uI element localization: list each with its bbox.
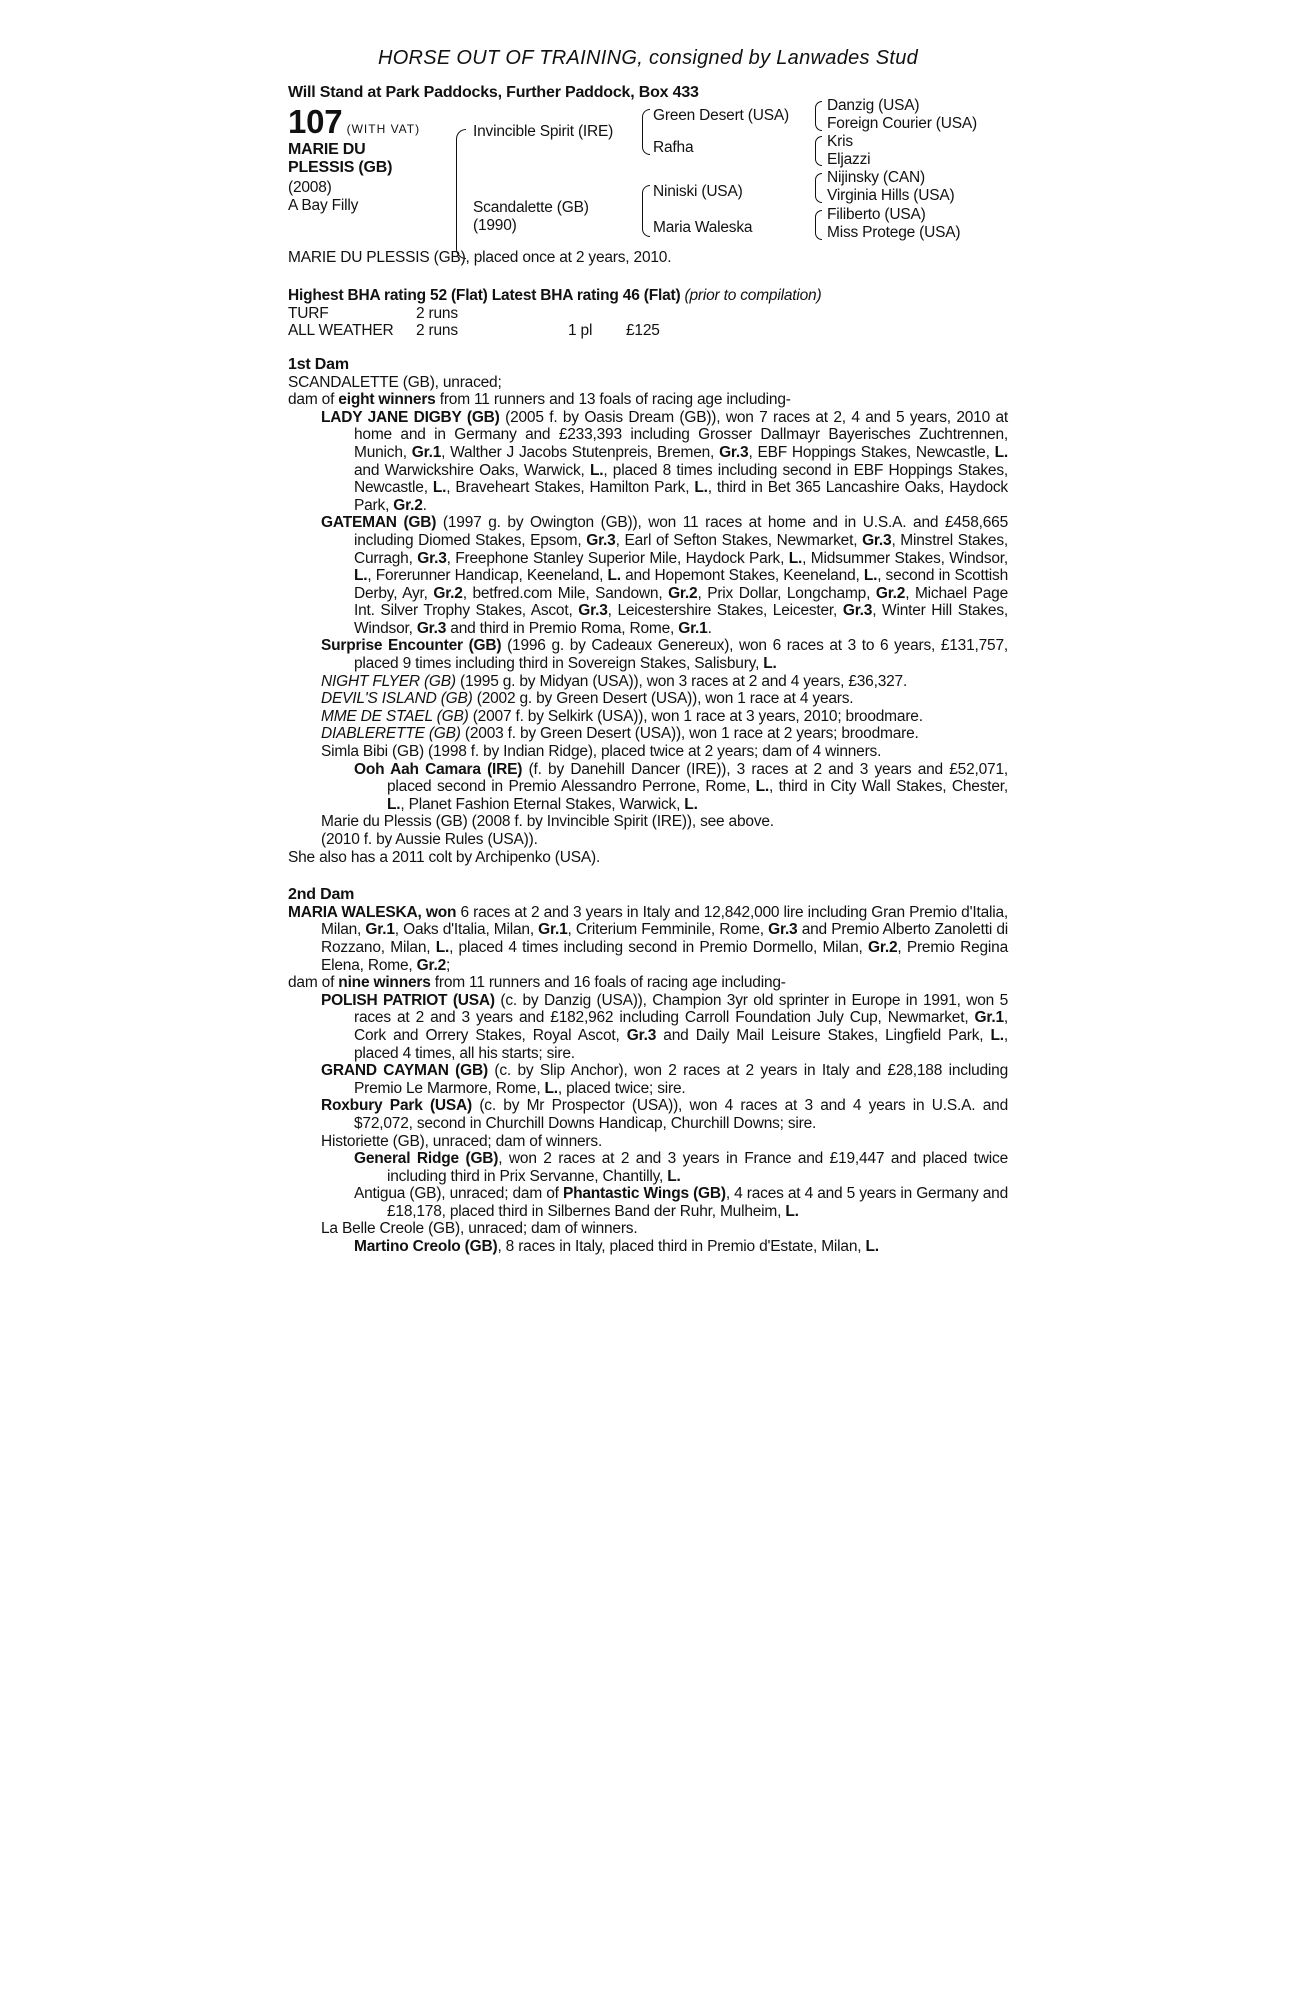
brace-g2 — [815, 136, 822, 166]
produce-la-belle-creole: La Belle Creole (GB), unraced; dam of winners. — [321, 1220, 638, 1238]
lot-number: 107 — [288, 103, 343, 141]
produce-devils-island: DEVIL'S ISLAND (GB) (2002 g. by Green Desert (USA)), won 1 race at 4 years. — [321, 690, 854, 708]
brace-sire-parents — [642, 109, 650, 155]
second-dam-heading: 2nd Dam — [288, 886, 355, 904]
sire-sire: Green Desert (USA) — [653, 107, 789, 125]
runs-row-turf — [288, 305, 1008, 323]
produce-surprise-encounter: Surprise Encounter (GB) (1996 g. by Cadeaux Genereux), won 6 races at 3 to 6 years, £131,757, placed 9 times including third in Sovereign Stakes, Salisbury, L. — [321, 637, 1009, 673]
produce-gateman: GATEMAN (GB) (1997 g. by Owington (GB)), won 11 races at home and in U.S.A. and £458,665 including Diomed Stakes, Epsom, Gr.3, Earl of Sefton Stakes, Newmarket, Gr.3, Minstrel Stakes, Curragh, Gr.3, Freephone Stanley Superior Mile, Haydock Park, L., Midsummer Stakes, Windsor, L., Forerunner Handicap, Keeneland, L. and Hopemont Stakes, Keeneland, L., second in Scottish Derby, Ayr, Gr.2, betfred.com Mile, Sandown, Gr.2, Prix Dollar, Longchamp, Gr.2, Michael Page Int. Silver Trophy Stakes, Ascot, Gr.3, Leicestershire Stakes, Leicester, Gr.3, Winter Hill Stakes, Windsor, Gr.3 and third in Premio Roma, Rome, Gr.1. — [321, 514, 1009, 637]
dam-year: (1990) — [473, 217, 517, 235]
first-dam-line: SCANDALETTE (GB), unraced; — [288, 373, 502, 391]
produce-lady-jane-digby: LADY JANE DIGBY (GB) (2005 f. by Oasis Dream (GB)), won 7 races at 2, 4 and 5 years, 2010 at home and in Germany and £233,393 including Grosser Dallmayr Bayerisches Zuchtrennen, Munich, Gr.1, Walther J Jacobs Stutenpreis, Bremen, Gr.3, EBF Hoppings Stakes, Newcastle, L. and Warwickshire Oaks, Warwick, L., placed 8 times including second in EBF Hoppings Stakes, Newcastle, L., Braveheart Stakes, Hamilton Park, L., third in Bet 365 Lancashire Oaks, Haydock Park, Gr.2. — [321, 408, 1009, 514]
dam-dam-sire: Filiberto (USA) — [827, 206, 926, 224]
runs-money: £125 — [626, 322, 660, 340]
brace-sire-dam — [456, 129, 466, 259]
brace-g3 — [815, 173, 822, 203]
produce-diablerette: DIABLERETTE (GB) (2003 f. by Green Desert (USA)), won 1 race at 2 years; broodmare. — [321, 725, 919, 743]
pedigree-block — [288, 97, 1008, 279]
brace-g4 — [815, 210, 822, 240]
brace-g1 — [815, 101, 822, 131]
race-summary: MARIE DU PLESSIS (GB), placed once at 2 years, 2010. — [288, 249, 672, 267]
sire-sire-dam: Foreign Courier (USA) — [827, 115, 977, 133]
second-dam-produce: dam of nine winners from 11 runners and 16 foals of racing age including- — [288, 974, 786, 992]
produce-general-ridge: General Ridge (GB), won 2 races at 2 and 3 years in France and £19,447 and placed twice including third in Prix Servanne, Chantilly, L. — [354, 1150, 1008, 1185]
first-dam-produce: dam of eight winners from 11 runners and 13 foals of racing age including- — [288, 391, 791, 409]
lot-number-line — [288, 103, 421, 141]
dam-sire-sire: Nijinsky (CAN) — [827, 169, 925, 187]
produce-marie-du-plessis: Marie du Plessis (GB) (2008 f. by Invincible Spirit (IRE)), see above. — [321, 813, 774, 831]
also-has-line: She also has a 2011 colt by Archipenko (USA). — [288, 848, 601, 866]
dam-dam: Maria Waleska — [653, 219, 753, 237]
produce-night-flyer: NIGHT FLYER (GB) (1995 g. by Midyan (USA)), won 3 races at 2 and 4 years, £36,327. — [321, 672, 908, 690]
produce-ooh-aah-camara: Ooh Aah Camara (IRE) (f. by Danehill Dancer (IRE)), 3 races at 2 and 3 years and £52,071, placed second in Premio Alessandro Perrone, Rome, L., third in City Wall Stakes, Chester, L., Planet Fashion Eternal Stakes, Warwick, L. — [354, 760, 1008, 813]
horse-description: A Bay Filly — [288, 197, 359, 215]
produce-simla-bibi: Simla Bibi (GB) (1998 f. by Indian Ridge), placed twice at 2 years; dam of 4 winners. — [321, 743, 882, 761]
produce-historiette: Historiette (GB), unraced; dam of winners. — [321, 1132, 603, 1150]
dam-sire-dam: Virginia Hills (USA) — [827, 187, 955, 205]
produce-mme-de-stael: MME DE STAEL (GB) (2007 f. by Selkirk (USA)), won 1 race at 3 years, 2010; broodmare. — [321, 707, 923, 725]
rating-bold: Highest BHA rating 52 (Flat) Latest BHA rating 46 (Flat) — [288, 287, 681, 305]
dam-dam-dam: Miss Protege (USA) — [827, 224, 961, 242]
produce-grand-cayman: GRAND CAYMAN (GB) (c. by Slip Anchor), won 2 races at 2 years in Italy and £28,188 including Premio Le Marmore, Rome, L., placed twice; sire. — [321, 1062, 1008, 1097]
rating-note: (prior to compilation) — [684, 287, 822, 305]
runs-surface: ALL WEATHER — [288, 322, 394, 340]
produce-2010-filly: (2010 f. by Aussie Rules (USA)). — [321, 831, 538, 848]
produce-roxbury-park: Roxbury Park (USA) (c. by Mr Prospector (USA)), won 4 races at 3 and 4 years in U.S.A. and $72,072, second in Churchill Downs Handicap, Churchill Downs; sire. — [321, 1097, 1008, 1132]
dam-name: Scandalette (GB) — [473, 199, 589, 217]
horse-name-line2: PLESSIS (GB) — [288, 159, 393, 177]
rating-line — [288, 287, 1008, 305]
dam-sire: Niniski (USA) — [653, 183, 743, 201]
brace-dam-parents — [642, 185, 650, 237]
produce-polish-patriot: POLISH PATRIOT (USA) (c. by Danzig (USA)), Champion 3yr old sprinter in Europe in 1991, won 5 races at 2 and 3 years and £182,962 including Carroll Foundation July Cup, Newmarket, Gr.1, Cork and Orrery Stakes, Royal Ascot, Gr.3 and Daily Mail Leisure Stakes, Lingfield Park, L., placed 4 times, all his starts; sire. — [321, 991, 1008, 1062]
first-dam-heading: 1st Dam — [288, 355, 349, 373]
maria-waleska-record: MARIA WALESKA, won 6 races at 2 and 3 years in Italy and 12,842,000 lire including Gran Premio d'Italia, Milan, Gr.1, Oaks d'Italia, Milan, Gr.1, Criterium Femminile, Rome, Gr.3 and Premio Alberto Zanoletti di Rozzano, Milan, L., placed 4 times including second in Premio Dormello, Milan, Gr.2, Premio Regina Elena, Rome, Gr.2; — [288, 903, 1009, 974]
sire-sire-sire: Danzig (USA) — [827, 97, 920, 115]
catalogue-page — [288, 47, 1009, 1256]
runs-placed: 1 pl — [568, 322, 593, 340]
runs-count: 2 runs — [416, 322, 458, 340]
runs-count: 2 runs — [416, 304, 458, 322]
produce-antigua: Antigua (GB), unraced; dam of Phantastic Wings (GB), 4 races at 4 and 5 years in Germany and £18,178, placed third in Silbernes Band der Ruhr, Mulheim, L. — [354, 1185, 1008, 1220]
page-header: HORSE OUT OF TRAINING, consigned by Lanwades Stud — [377, 47, 919, 69]
foaling-year: (2008) — [288, 179, 332, 197]
sire-name: Invincible Spirit (IRE) — [473, 123, 614, 141]
vat-note: (WITH VAT) — [346, 122, 421, 137]
produce-martino-creolo: Martino Creolo (GB), 8 races in Italy, placed third in Premio d'Estate, Milan, L. — [354, 1238, 879, 1256]
stand-location: Will Stand at Park Paddocks, Further Paddock, Box 433 — [288, 83, 699, 101]
sire-dam-dam: Eljazzi — [827, 151, 871, 169]
runs-row-aw — [288, 322, 1008, 340]
runs-surface: TURF — [288, 304, 329, 322]
sire-dam: Rafha — [653, 139, 694, 157]
horse-name-line1: MARIE DU — [288, 141, 366, 159]
sire-dam-sire: Kris — [827, 133, 853, 151]
